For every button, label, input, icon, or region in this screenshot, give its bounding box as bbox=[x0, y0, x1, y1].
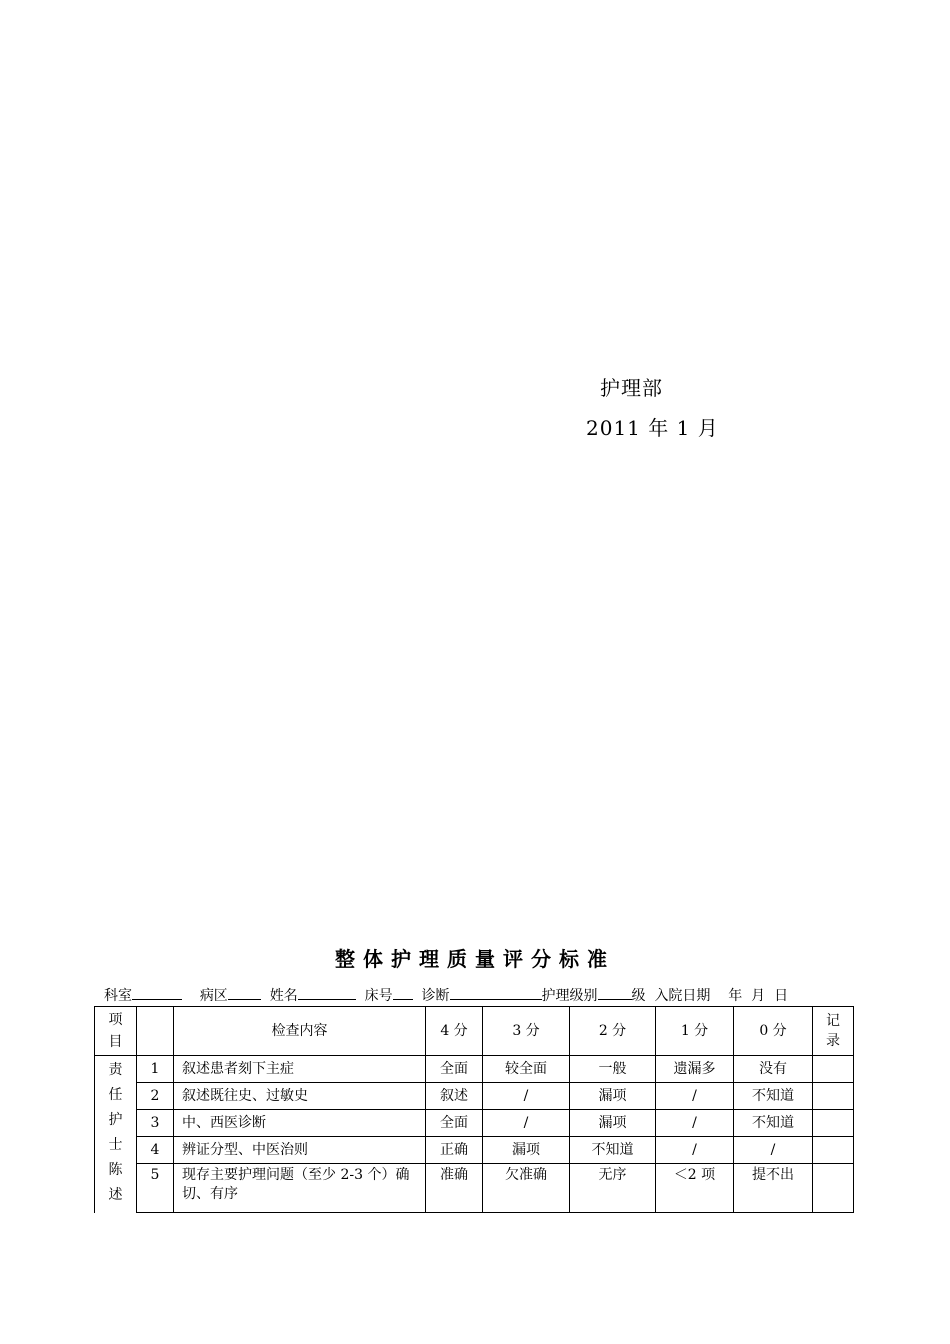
row-score-3: / bbox=[483, 1083, 570, 1110]
row-score-4: 全面 bbox=[426, 1110, 483, 1137]
bed-blank bbox=[393, 986, 413, 1000]
row-score-4: 叙述 bbox=[426, 1083, 483, 1110]
dept-label: 科室 bbox=[104, 988, 132, 1004]
month-label: 月 bbox=[751, 988, 766, 1004]
row-score-1: ＜2 项 bbox=[656, 1164, 734, 1213]
header-record: 记录 bbox=[813, 1007, 854, 1056]
row-content: 叙述既往史、过敏史 bbox=[174, 1083, 426, 1110]
row-score-1: / bbox=[656, 1137, 734, 1164]
header-content: 检查内容 bbox=[174, 1007, 426, 1056]
name-blank bbox=[298, 986, 356, 1000]
level-suffix: 级 bbox=[631, 988, 646, 1004]
row-score-2: 一般 bbox=[570, 1056, 656, 1083]
row-no: 2 bbox=[137, 1083, 174, 1110]
row-score-1: / bbox=[656, 1110, 734, 1137]
table-row bbox=[95, 1137, 854, 1164]
row-score-0: 提不出 bbox=[734, 1164, 813, 1213]
row-score-3: 漏项 bbox=[483, 1137, 570, 1164]
row-score-3: 欠准确 bbox=[483, 1164, 570, 1213]
row-score-0: 不知道 bbox=[734, 1110, 813, 1137]
header-item: 项目 bbox=[95, 1007, 137, 1056]
table-row bbox=[95, 1110, 854, 1137]
row-record bbox=[813, 1164, 854, 1213]
cover-organization: 护理部 bbox=[600, 376, 663, 400]
row-score-1: / bbox=[656, 1083, 734, 1110]
header-score-4: 4 分 bbox=[426, 1007, 483, 1056]
header-score-0: 0 分 bbox=[734, 1007, 813, 1056]
row-content: 中、西医诊断 bbox=[174, 1110, 426, 1137]
table-row bbox=[95, 1164, 854, 1213]
row-score-2: 无序 bbox=[570, 1164, 656, 1213]
row-score-3: 较全面 bbox=[483, 1056, 570, 1083]
header-score-2: 2 分 bbox=[570, 1007, 656, 1056]
row-no: 3 bbox=[137, 1110, 174, 1137]
ward-blank bbox=[228, 986, 261, 1000]
row-score-0: 没有 bbox=[734, 1056, 813, 1083]
form-title: 整体护理质量评分标准 bbox=[335, 947, 615, 971]
name-label: 姓名 bbox=[269, 988, 298, 1004]
diagnosis-label: 诊断 bbox=[421, 988, 450, 1004]
year-label: 年 bbox=[728, 988, 743, 1004]
row-record bbox=[813, 1137, 854, 1164]
day-label: 日 bbox=[774, 988, 789, 1004]
row-score-3: / bbox=[483, 1110, 570, 1137]
header-score-3: 3 分 bbox=[483, 1007, 570, 1056]
bed-label: 床号 bbox=[364, 988, 393, 1004]
row-score-4: 准确 bbox=[426, 1164, 483, 1213]
row-record bbox=[813, 1110, 854, 1137]
admission-date-label: 入院日期 bbox=[654, 988, 711, 1004]
row-score-2: 不知道 bbox=[570, 1137, 656, 1164]
header-no bbox=[137, 1007, 174, 1056]
form-info-line bbox=[104, 985, 788, 1005]
care-level-blank bbox=[598, 986, 632, 1000]
row-score-0: / bbox=[734, 1137, 813, 1164]
row-content: 辨证分型、中医治则 bbox=[174, 1137, 426, 1164]
table-row bbox=[95, 1056, 854, 1083]
row-no: 5 bbox=[137, 1164, 174, 1213]
row-content: 叙述患者刻下主症 bbox=[174, 1056, 426, 1083]
row-content: 现存主要护理问题（至少 2-3 个）确切、有序 bbox=[174, 1164, 426, 1213]
row-record bbox=[813, 1083, 854, 1110]
dept-blank bbox=[132, 986, 182, 1000]
header-score-1: 1 分 bbox=[656, 1007, 734, 1056]
row-score-4: 全面 bbox=[426, 1056, 483, 1083]
ward-label: 病区 bbox=[199, 988, 228, 1004]
row-score-2: 漏项 bbox=[570, 1110, 656, 1137]
row-record bbox=[813, 1056, 854, 1083]
category-cell: 责任护士陈述 bbox=[95, 1056, 137, 1213]
diagnosis-blank bbox=[450, 986, 542, 1000]
table-row bbox=[95, 1083, 854, 1110]
score-table bbox=[94, 1006, 854, 1213]
row-score-4: 正确 bbox=[426, 1137, 483, 1164]
header-row bbox=[95, 1007, 854, 1056]
row-no: 1 bbox=[137, 1056, 174, 1083]
row-score-1: 遗漏多 bbox=[656, 1056, 734, 1083]
cover-date: 2011 年 1 月 bbox=[586, 416, 719, 440]
row-score-0: 不知道 bbox=[734, 1083, 813, 1110]
care-level-label: 护理级别 bbox=[541, 988, 598, 1004]
row-score-2: 漏项 bbox=[570, 1083, 656, 1110]
row-no: 4 bbox=[137, 1137, 174, 1164]
